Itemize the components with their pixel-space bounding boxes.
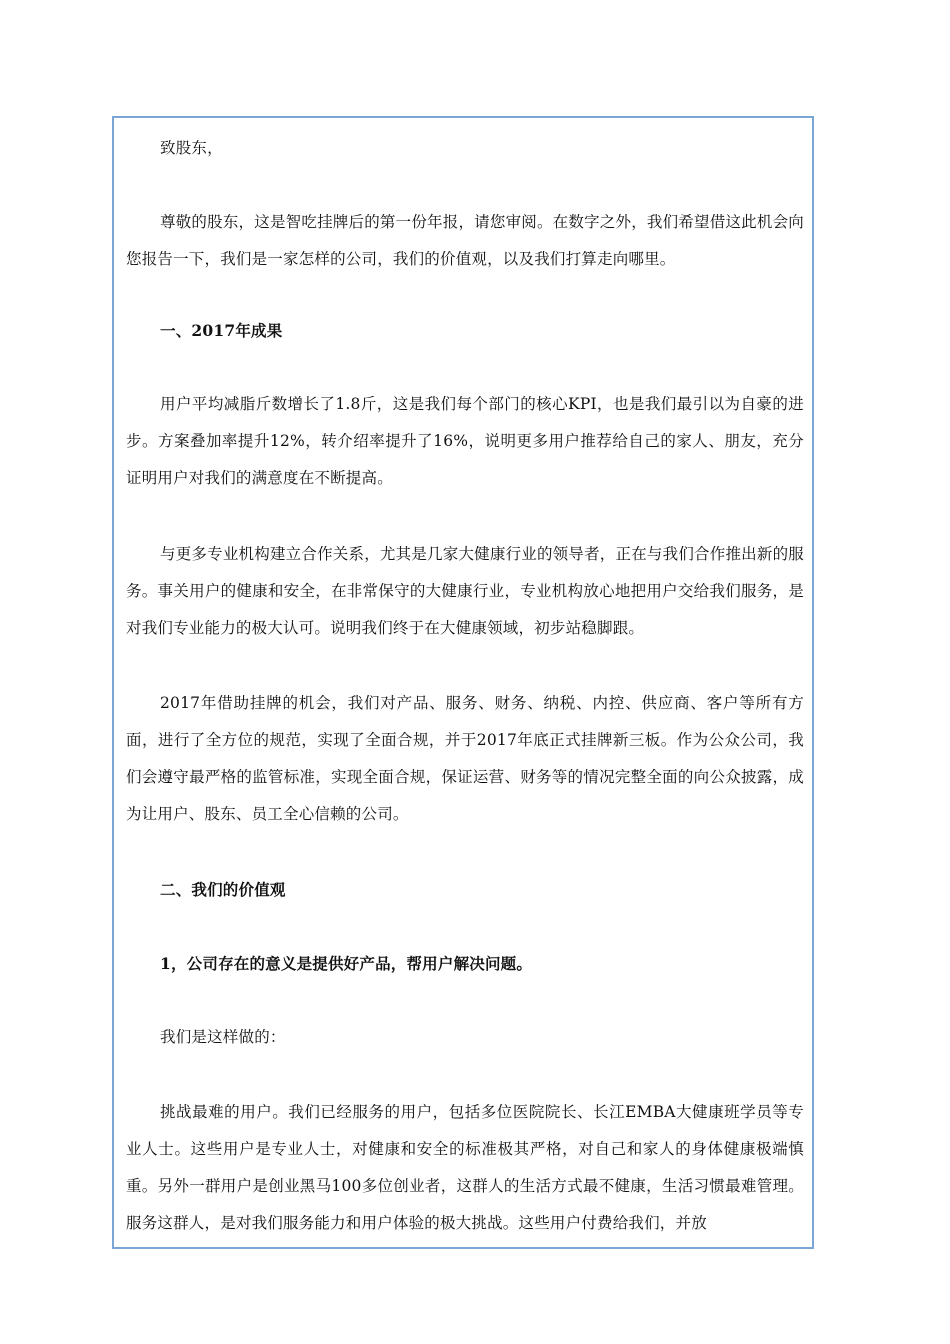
paragraph-challenging-users: 挑战最难的用户。我们已经服务的用户，包括多位医院院长、长江EMBA大健康班学员等专业人士。这些用户是专业人士，对健康和安全的标准极其严格，对自己和家人的身体健康极端慎重。另外一群用户是创业黑马100多位创业者，这群人的生活方式最不健康，生活习惯最难管理。服务这群人，是对我们服务能力和用户体验的极大挑战。这些用户付费给我们，并放 <box>126 1103 804 1232</box>
section-heading-2017-results: 一、2017年成果 <box>160 321 283 340</box>
paragraph-user-results: 用户平均减脂斤数增长了1.8斤，这是我们每个部门的核心KPI，也是我们最引以为自豪的进步。方案叠加率提升12%，转介绍率提升了16%，说明更多用户推荐给自己的家人、朋友，充分证明用户对我们的满意度在不断提高。 <box>126 395 804 487</box>
paragraph-listing-compliance: 2017年借助挂牌的机会，我们对产品、服务、财务、纳税、内控、供应商、客户等所有方面，进行了全方位的规范，实现了全面合规，并于2017年底正式挂牌新三板。作为公众公司，我们会遵守最严格的监管标准，实现全面合规，保证运营、财务等的情况完整全面的向公众披露，成为让用户、股东、员工全心信赖的公司。 <box>126 694 804 823</box>
section-heading-values: 二、我们的价值观 <box>160 880 286 899</box>
paragraph-partnerships: 与更多专业机构建立合作关系，尤其是几家大健康行业的领导者，正在与我们合作推出新的服务。事关用户的健康和安全，在非常保守的大健康行业，专业机构放心地把用户交给我们服务，是对我们专业能力的极大认可。说明我们终于在大健康领域，初步站稳脚跟。 <box>126 545 804 637</box>
intro-paragraph: 尊敬的股东，这是智吃挂牌后的第一份年报，请您审阅。在数字之外，我们希望借这此机会向您报告一下，我们是一家怎样的公司，我们的价值观，以及我们打算走向哪里。 <box>126 213 804 268</box>
salutation: 致股东， <box>160 139 223 157</box>
value-heading-1: 1，公司存在的意义是提供好产品，帮用户解决问题。 <box>160 954 533 973</box>
document-frame <box>112 116 814 1249</box>
how-we-do-label: 我们是这样做的： <box>160 1028 286 1046</box>
